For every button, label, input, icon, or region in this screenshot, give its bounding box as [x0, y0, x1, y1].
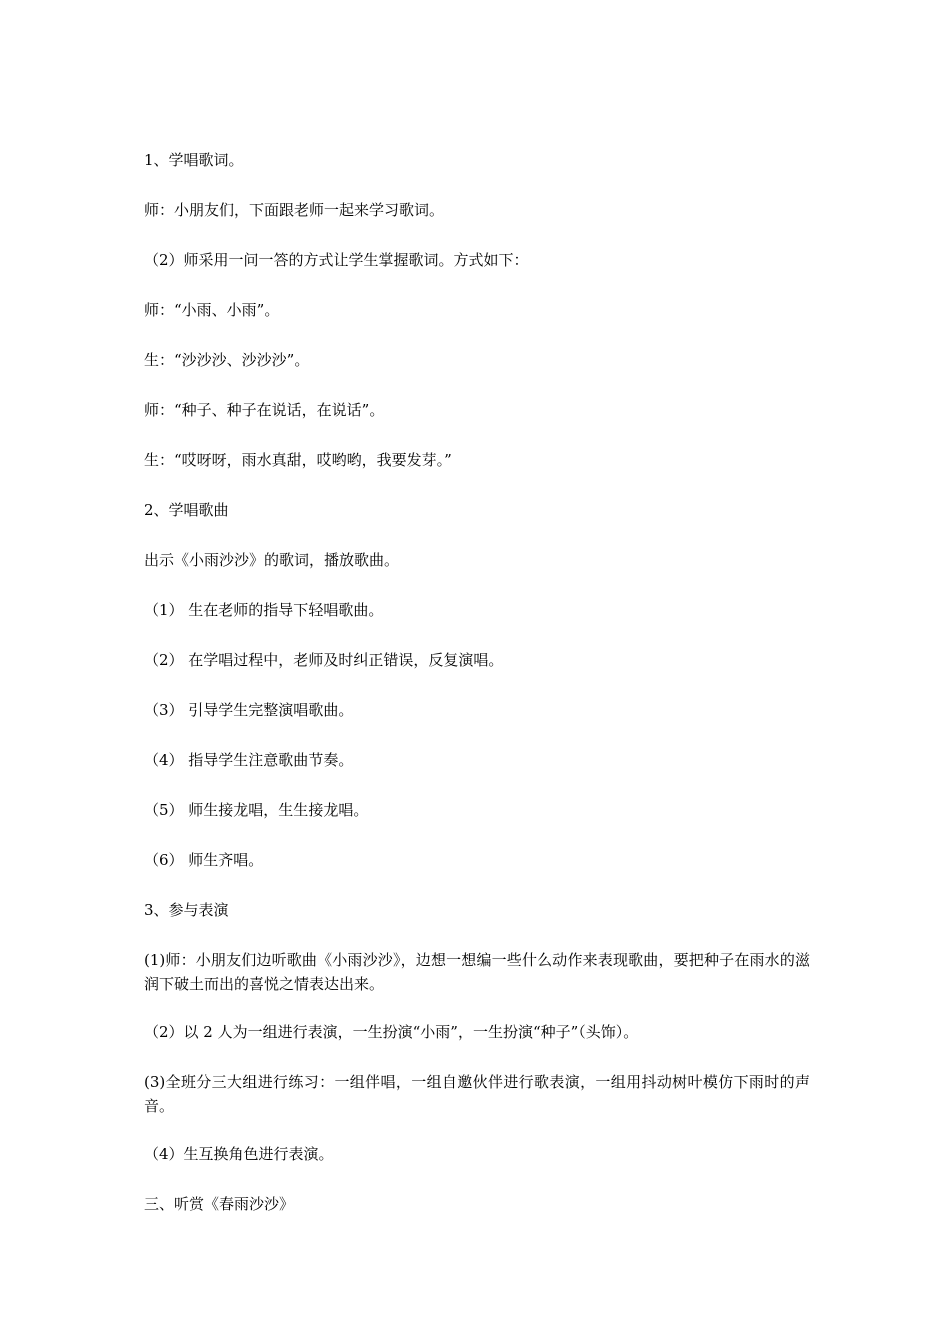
paragraph-heading-learn-lyrics: 1、学唱歌词。: [144, 151, 244, 169]
paragraph-step-6: （6） 师生齐唱。: [144, 851, 264, 869]
paragraph-performance-3: (3)全班分三大组进行练习：一组伴唱，一组自邀伙伴进行歌表演，一组用抖动树叶模仿下雨时的声音。: [144, 1073, 810, 1115]
paragraph-heading-performance: 3、参与表演: [144, 901, 229, 919]
paragraph-teacher-intro: 师：小朋友们，下面跟老师一起来学习歌词。: [144, 201, 445, 219]
paragraph-step-5: （5） 师生接龙唱，生生接龙唱。: [144, 801, 369, 819]
paragraph-show-lyrics: 出示《小雨沙沙》的歌词，播放歌曲。: [144, 551, 400, 569]
paragraph-step-1: （1） 生在老师的指导下轻唱歌曲。: [144, 601, 384, 619]
paragraph-performance-1: (1)师：小朋友们边听歌曲《小雨沙沙》，边想一想编一些什么动作来表现歌曲，要把种子在雨水的滋润下破土而出的喜悦之情表达出来。: [144, 951, 810, 993]
paragraph-heading-learn-song: 2、学唱歌曲: [144, 501, 229, 519]
paragraph-teacher-line-2: 师：“种子、种子在说话，在说话”。: [144, 401, 385, 419]
document-body: [144, 148, 810, 1242]
paragraph-step-3: （3） 引导学生完整演唱歌曲。: [144, 701, 354, 719]
paragraph-step-4: （4） 指导学生注意歌曲节奏。: [144, 751, 354, 769]
paragraph-student-line-2: 生：“哎呀呀，雨水真甜，哎哟哟，我要发芽。”: [144, 451, 452, 469]
paragraph-performance-2: （2）以 2 人为一组进行表演，一生扮演“小雨”，一生扮演“种子”（头饰）。: [144, 1023, 639, 1041]
paragraph-method: （2）师采用一问一答的方式让学生掌握歌词。方式如下：: [144, 251, 529, 269]
paragraph-student-line-1: 生：“沙沙沙、沙沙沙”。: [144, 351, 310, 369]
paragraph-step-2: （2） 在学唱过程中，老师及时纠正错误，反复演唱。: [144, 651, 504, 669]
paragraph-teacher-line-1: 师：“小雨、小雨”。: [144, 301, 280, 319]
paragraph-performance-4: （4）生互换角色进行表演。: [144, 1145, 334, 1163]
paragraph-heading-listen: 三、听赏《春雨沙沙》: [144, 1195, 295, 1213]
